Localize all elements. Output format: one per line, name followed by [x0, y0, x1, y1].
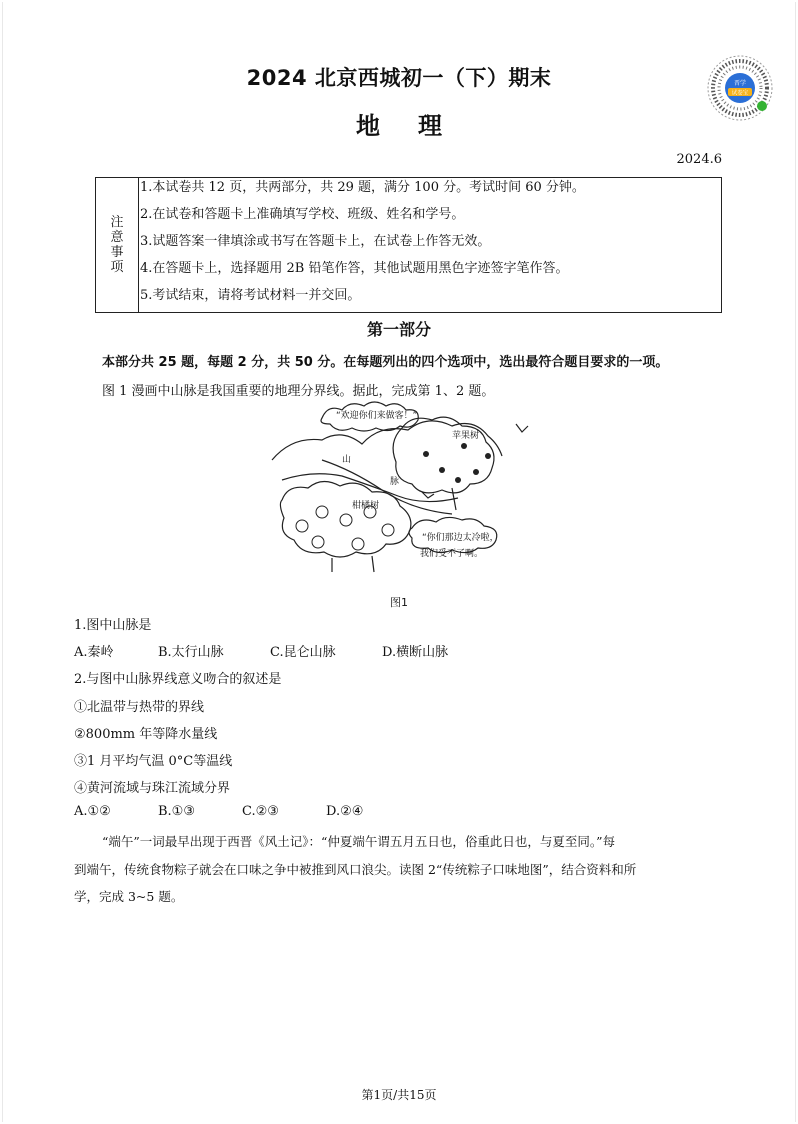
q2-statement: ①北温带与热带的界线	[74, 700, 205, 715]
q1-option-b: B.太行山脉	[158, 645, 224, 660]
q1-option-d: D.横断山脉	[382, 645, 449, 660]
page-footer: 第1页/共15页	[361, 1088, 437, 1102]
notice-label-char: 注	[110, 215, 124, 230]
q2-statement: ④黄河流域与珠江流域分界	[74, 781, 231, 796]
apple-tree-label: 苹果树	[452, 431, 480, 441]
figure1-caption: 图1	[390, 596, 408, 609]
part-one-instructions: 本部分共 25 题，每题 2 分，共 50 分。在每题列出的四个选项中，选出最符合题目要求的一项。	[102, 355, 669, 370]
orange-tree-label: 柑橘树	[352, 501, 380, 511]
passage-line: “端午”一词最早出现于西晋《风土记》：“仲夏端午谓五月五日也，俗重此日也，与夏至同。”每	[102, 834, 616, 849]
q2-statement: ②800mm 年等降水量线	[74, 727, 218, 742]
passage-line: 到端午，传统食物粽子就会在口味之争中被推到风口浪尖。读图 2“传统粽子口味地图”，结合资料和所	[74, 862, 637, 877]
notice-item: 4.在答题卡上，选择题用 2B 铅笔作答，其他试题用黑色字迹签字笔作答。	[140, 261, 569, 276]
figure1-intro: 图 1 漫画中山脉是我国重要的地理分界线。据此，完成第 1、2 题。	[102, 384, 495, 399]
q2-option-a: A.①②	[74, 804, 111, 819]
q2-option-b: B.①③	[158, 804, 195, 819]
notice-label	[96, 178, 139, 312]
question-2-options	[74, 804, 363, 819]
q2-statement: ③1 月平均气温 0°C等温线	[74, 754, 233, 769]
question-2-stem: 2.与图中山脉界线意义吻合的叙述是	[74, 672, 282, 687]
question-1-options	[74, 641, 448, 660]
speech-welcome: “欢迎你们来做客！”	[336, 411, 418, 421]
qr-code-icon[interactable]	[706, 54, 774, 122]
notice-item: 2.在试卷和答题卡上准确填写学校、班级、姓名和学号。	[140, 207, 465, 222]
figure1-cartoon	[262, 400, 542, 576]
q1-option-a: A.秦岭	[74, 645, 114, 660]
qr-text-1: 晋学	[733, 80, 747, 87]
notice-label-char: 意	[110, 230, 124, 245]
notice-item: 3.试题答案一律填涂或书写在答题卡上，在试卷上作答无效。	[140, 234, 491, 249]
q2-option-c: C.②③	[242, 804, 279, 819]
subject-title: 地理	[356, 112, 480, 140]
notice-item: 5.考试结束，请将考试材料一并交回。	[140, 288, 361, 303]
speech-cold-1: “你们那边太冷啦，	[422, 533, 499, 543]
exam-title: 2024 北京西城初一（下）期末	[246, 66, 552, 90]
notice-label-char: 项	[110, 260, 124, 275]
mountain-label-1: 山	[342, 455, 352, 465]
q2-option-d: D.②④	[326, 804, 364, 819]
passage-line: 学，完成 3~5 题。	[74, 889, 184, 904]
speech-cold-2: 我们受不了啊。	[420, 549, 484, 559]
q1-option-c: C.昆仑山脉	[270, 645, 336, 660]
notice-list	[139, 178, 721, 312]
mountain-label-2: 脉	[390, 477, 400, 487]
qr-text-2: 试卷宝	[731, 90, 749, 97]
part-one-heading: 第一部分	[366, 320, 431, 339]
notice-item: 1.本试卷共 12 页，共两部分，共 29 题，满分 100 分。考试时间 60 分钟。	[140, 180, 585, 195]
question-1-stem: 1.图中山脉是	[74, 618, 152, 633]
notice-label-char: 事	[110, 245, 124, 260]
exam-date: 2024.6	[676, 152, 722, 167]
notice-box	[95, 177, 722, 313]
